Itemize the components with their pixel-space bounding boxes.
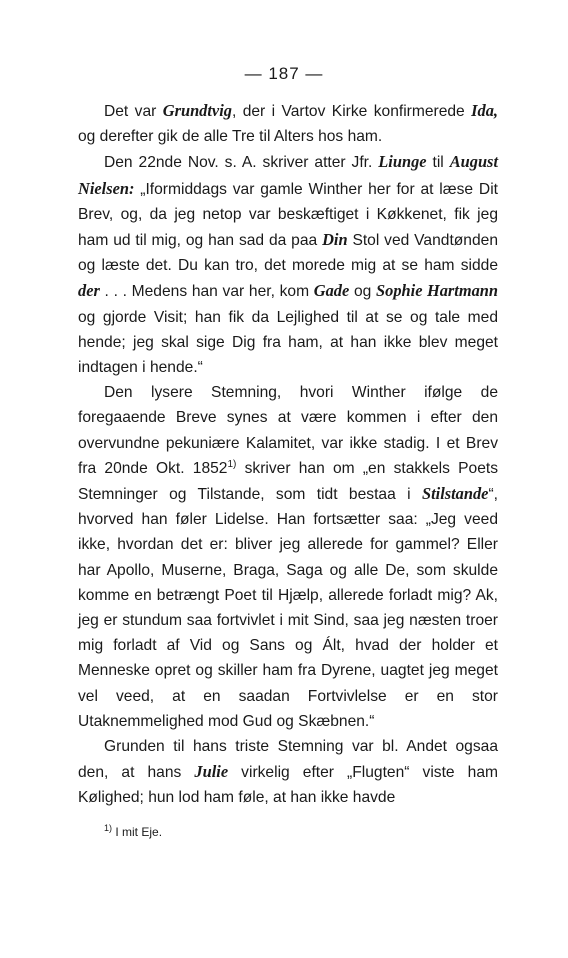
text-segment: Den 22nde Nov. s. A. skriver atter Jfr. <box>104 154 379 172</box>
text-segment: Stol ved Vandtønden og læste det. Du kan tro, det morede mig at se ham sidde <box>78 232 498 275</box>
page-number: — 187 — <box>244 64 324 83</box>
paragraph <box>78 149 498 380</box>
paragraph <box>78 380 498 734</box>
emphasized-name: August Nielsen: <box>78 152 498 198</box>
paragraph <box>78 734 498 811</box>
emphasized-name: Stilstande <box>421 484 489 504</box>
text-segment: Det var <box>104 103 163 120</box>
footnote-text: I mit Eje. <box>112 825 163 839</box>
emphasized-name: Gade <box>313 281 350 301</box>
text-segment: Den lysere Stemning, hvori Winther ifølge de foregaaende Breve synes at være kommen i efter den overvundne pekuniære Kalamitet, var ikke stadig. I et Brev fra 20nde Okt. 1852 <box>78 384 498 477</box>
text-segment: Grunden til hans triste Stemning var bl. Andet ogsaa den, at hans <box>78 738 498 782</box>
paragraph <box>78 98 498 149</box>
footnote <box>104 824 162 840</box>
text-segment: virkelig efter „Flugten“ viste ham Kølighed; hun lod ham føle, at han ikke havde <box>78 764 499 807</box>
text-segment: , der i Vartov Kirke konfirmerede <box>231 103 472 120</box>
text-segment: og derefter gik de alle Tre til Alters hos ham. <box>78 128 383 146</box>
text-segment: “, hvorved han føler Lidelse. Han fortsætter saa: „Jeg veed ikke, hvordan det er: bliver jeg allerede for gammel? Eller har Apollo, Muserne, Braga, Saga og alle De, som skulde komme en betrængt Poet til Hjælp, allerede forladt mig? Ak, jeg er stundum saa fortvivlet i mit Sind, saa jeg næsten troer mig forladt af Vid og Sans og Ált, hvad der holder et Menneske opret og skiller ham fra Dyrene, uagtet jeg meget vel veed, at en saadan Fortvivlelse er en stor Utaknemmelighed mod Gud og Skæbnen.“ <box>78 486 498 730</box>
text-segment: „Iformiddags var gamle Winther her for at læse Dit Brev, og, da jeg netop var beskæftiget i Køkkenet, fik jeg ham ud til mig, og han sad da paa <box>78 180 498 250</box>
emphasized-name: der <box>78 281 100 301</box>
emphasized-name: Ida, <box>471 101 499 120</box>
text-segment: og gjorde Visit; han fik da Lejlighed til at se og tale med hende; jeg skal sige Dig fra ham, at han ikke blev meget indtagen i hende.“ <box>78 308 498 377</box>
emphasized-name: Grundtvig <box>162 101 232 120</box>
emphasized-name: Julie <box>194 762 229 782</box>
text-segment: til <box>426 154 450 172</box>
text-segment: . . . Medens han var her, kom <box>99 283 314 301</box>
emphasized-name: Sophie Hartmann <box>376 281 498 301</box>
footnote-marker: 1) <box>104 823 113 833</box>
emphasized-name: Liunge <box>378 152 427 172</box>
body-text <box>78 98 498 811</box>
emphasized-name: Din <box>322 230 348 250</box>
text-segment: skriver han om „en stakkels Poets Stemninger og Tilstande, som tidt bestaa i <box>78 459 498 504</box>
text-segment: og <box>349 283 377 301</box>
footnote-reference: 1) <box>227 458 237 470</box>
